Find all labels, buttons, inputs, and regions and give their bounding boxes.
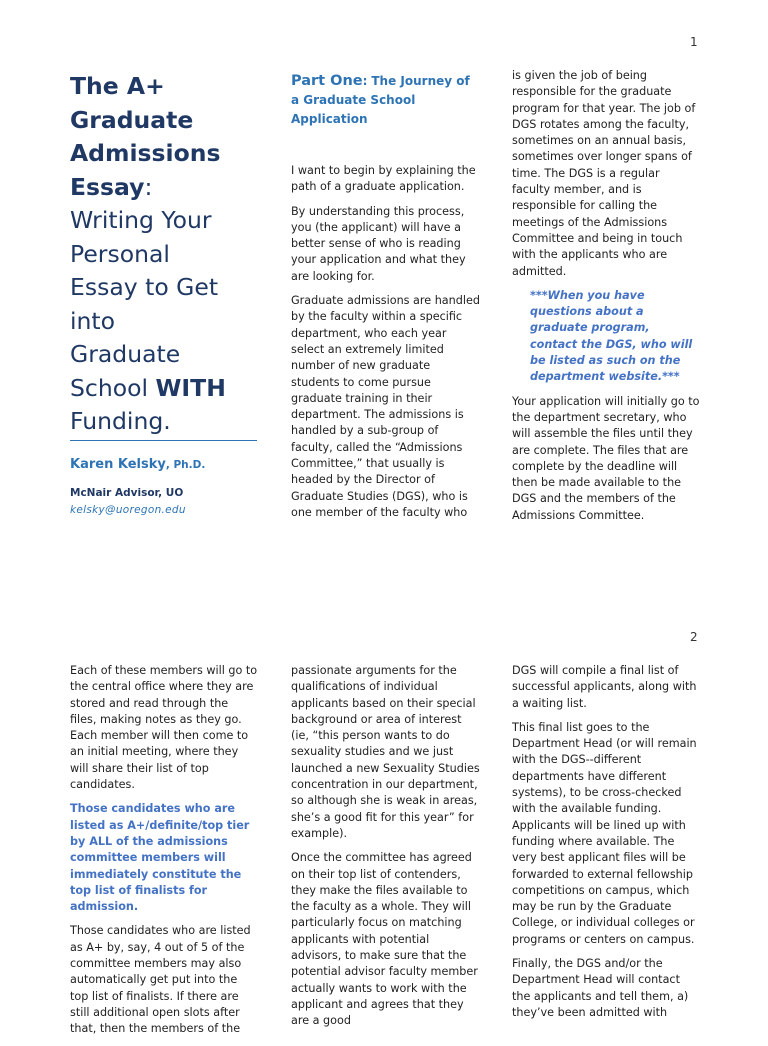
paragraph: Those candidates who are listed as A+ by, say, 4 out of 5 of the committee members may also automatically get put into the top list of finalists. If there are still additional open slots after that, then the members of the <box>70 924 251 1036</box>
author-degree: , Ph.D. <box>165 459 206 471</box>
page2-column-2 <box>291 663 481 1038</box>
title-line: Essay <box>70 172 145 201</box>
paragraph: By understanding this process, you (the applicant) will have a better sense of who is reading your application and what they are looking for. <box>291 204 466 283</box>
subtitle-line: Graduate <box>70 340 181 368</box>
author-email: kelsky@uoregon.edu <box>70 504 186 516</box>
page-number: 2 <box>690 630 698 644</box>
paragraph: Once the committee has agreed on their top list of contenders, they make the files available to the faculty as a whole. They will particularly focus on matching applicants with potential advisors, to make sure that the potential advisor faculty member actually wants to work with the applicant and agrees that they are a good <box>291 851 478 1028</box>
paragraph: Finally, the DGS and/or the Department Head will contact the applicants and tell them, a) they’ve been admitted with <box>512 957 689 1019</box>
section-heading-main: Part One <box>291 73 363 89</box>
title-colon: : <box>144 172 153 201</box>
callout-note: Those candidates who are listed as A+/definite/top tier by ALL of the admissions committee members will immediately constitute the top list of finalists for admission. <box>70 802 250 914</box>
title-line: The A+ <box>70 72 165 100</box>
paragraph: I want to begin by explaining the path of a graduate application. <box>291 164 476 194</box>
author-name-text: Karen Kelsky <box>70 457 166 472</box>
subtitle-line: Writing Your <box>70 206 212 234</box>
page1-column-2 <box>291 72 481 529</box>
subtitle-line: Personal <box>70 239 170 268</box>
section-heading-rest: The Journey of a Graduate School Application <box>291 74 470 126</box>
page2-column-3 <box>512 663 700 1029</box>
paragraph: This final list goes to the Department Head (or will remain with the DGS--different departments have different systems), to be cross-checked with the available funding. Applicants will be lined up with funding where available. The very best applicant files will be forwarded to external fellowship competitions on campus, which may be run by the Graduate College, or individual colleges or programs or centers on campus. <box>512 720 697 946</box>
section-heading-colon: : <box>362 74 368 88</box>
page2-column-1 <box>70 663 258 1046</box>
subtitle-line: Funding. <box>70 407 171 435</box>
paragraph: Each of these members will go to the central office where they are stored and read through the files, making notes as they go. Each member will then come to an initial meeting, where they will share their list of top candidates. <box>70 664 258 792</box>
author-name <box>70 457 205 472</box>
page-number: 1 <box>690 35 698 49</box>
subtitle-emphasis: WITH <box>155 373 226 402</box>
paragraph: Graduate admissions are handled by the faculty within a specific department, who each year select an extremely limited number of new graduate students to come pursue graduate training in their department. The admissions is handled by a sub-group of faculty, called the “Admissions Committee,” that usually is headed by the Director of Graduate Studies (DGS), who is one member of the faculty who <box>291 294 480 519</box>
subtitle-line: School <box>70 373 149 402</box>
page1-column-3 <box>512 68 700 532</box>
title-divider <box>70 440 257 441</box>
subtitle-line: Essay to Get <box>70 273 219 301</box>
subtitle-line: into <box>70 306 116 335</box>
section-heading <box>291 72 481 129</box>
document-title <box>70 70 260 439</box>
callout-note: ***When you have questions about a graduate program, contact the DGS, who will be listed as such on the department website.*** <box>530 288 693 384</box>
title-line: Graduate <box>70 105 194 134</box>
paragraph: is given the job of being responsible for the graduate program for that year. The job of DGS rotates among the faculty, sometimes on an annual basis, sometimes over longer spans of time. The DGS is a regular faculty member, and is responsible for calling the meetings of the Admissions Committee and being in touch with the applicants who are admitted. <box>512 69 696 278</box>
paragraph: Your application will initially go to the department secretary, who will assemble the files until they are complete. The files that are complete by the deadline will then be made available to the DGS and the members of the Admissions Committee. <box>512 394 700 522</box>
author-affiliation: McNair Advisor, UO <box>70 487 184 499</box>
paragraph: DGS will compile a final list of successful applicants, along with a waiting list. <box>512 664 697 710</box>
paragraph: passionate arguments for the qualifications of individual applicants based on their special background or area of interest (ie, “this person wants to do sexuality studies and we just launched a new Sexuality Studies concentration in our department, so although she is weak in areas, she’s a good fit for this year” for example). <box>291 664 480 840</box>
title-line: Admissions <box>70 139 221 167</box>
